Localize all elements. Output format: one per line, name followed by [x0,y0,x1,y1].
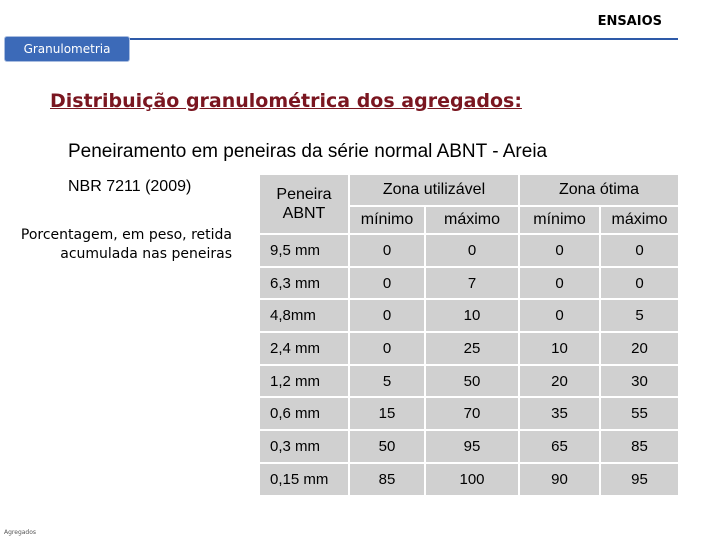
page-title: Distribuição granulométrica dos agregados: [50,90,522,112]
value-cell: 50 [425,365,519,398]
value-cell: 100 [425,463,519,496]
table-row [259,397,679,430]
value-cell: 85 [600,430,679,463]
table-row [259,430,679,463]
table-row [259,234,679,267]
table-row [259,463,679,496]
tab-granulometria[interactable]: Granulometria [4,36,130,62]
value-cell: 25 [425,332,519,365]
sieve-table [258,173,680,497]
norm-label: NBR 7211 (2009) [68,178,192,195]
optimal-max-header: máximo [600,206,679,234]
value-cell: 65 [519,430,600,463]
value-cell: 55 [600,397,679,430]
value-cell: 10 [519,332,600,365]
value-cell: 90 [519,463,600,496]
optimal-zone-header: Zona ótima [519,174,679,206]
value-cell: 5 [349,365,425,398]
value-cell: 20 [519,365,600,398]
value-cell: 35 [519,397,600,430]
value-cell: 50 [349,430,425,463]
value-cell: 85 [349,463,425,496]
value-cell: 0 [349,267,425,300]
value-cell: 70 [425,397,519,430]
value-cell: 0 [600,234,679,267]
footer-label: Agregados [4,529,37,536]
sieve-cell: 1,2 mm [259,365,349,398]
page-subtitle: Peneiramento em peneiras da série normal ABNT - Areia [68,141,548,162]
optimal-min-header: mínimo [519,206,600,234]
value-cell: 15 [349,397,425,430]
value-cell: 5 [600,299,679,332]
usable-min-header: mínimo [349,206,425,234]
sieve-cell: 0,15 mm [259,463,349,496]
usable-zone-header: Zona utilizável [349,174,519,206]
value-cell: 0 [349,234,425,267]
table-row [259,299,679,332]
table-row [259,332,679,365]
sieve-cell: 0,3 mm [259,430,349,463]
sieve-cell: 2,4 mm [259,332,349,365]
sieve-header [259,174,349,234]
value-cell: 0 [349,299,425,332]
sieve-cell: 4,8mm [259,299,349,332]
value-cell: 0 [519,299,600,332]
value-cell: 10 [425,299,519,332]
value-cell: 30 [600,365,679,398]
value-cell: 95 [600,463,679,496]
table-description: Porcentagem, em peso, retida acumulada nas peneiras [20,227,232,262]
header-divider [120,38,678,40]
value-cell: 0 [349,332,425,365]
value-cell: 0 [600,267,679,300]
usable-max-header: máximo [425,206,519,234]
value-cell: 20 [600,332,679,365]
value-cell: 0 [519,267,600,300]
sieve-cell: 0,6 mm [259,397,349,430]
value-cell: 0 [425,234,519,267]
section-title: ENSAIOS [597,14,662,29]
table-row [259,267,679,300]
table-row [259,365,679,398]
value-cell: 0 [519,234,600,267]
sieve-header-label: Peneira ABNT [276,186,332,222]
sieve-cell: 6,3 mm [259,267,349,300]
value-cell: 7 [425,267,519,300]
value-cell: 95 [425,430,519,463]
sieve-cell: 9,5 mm [259,234,349,267]
